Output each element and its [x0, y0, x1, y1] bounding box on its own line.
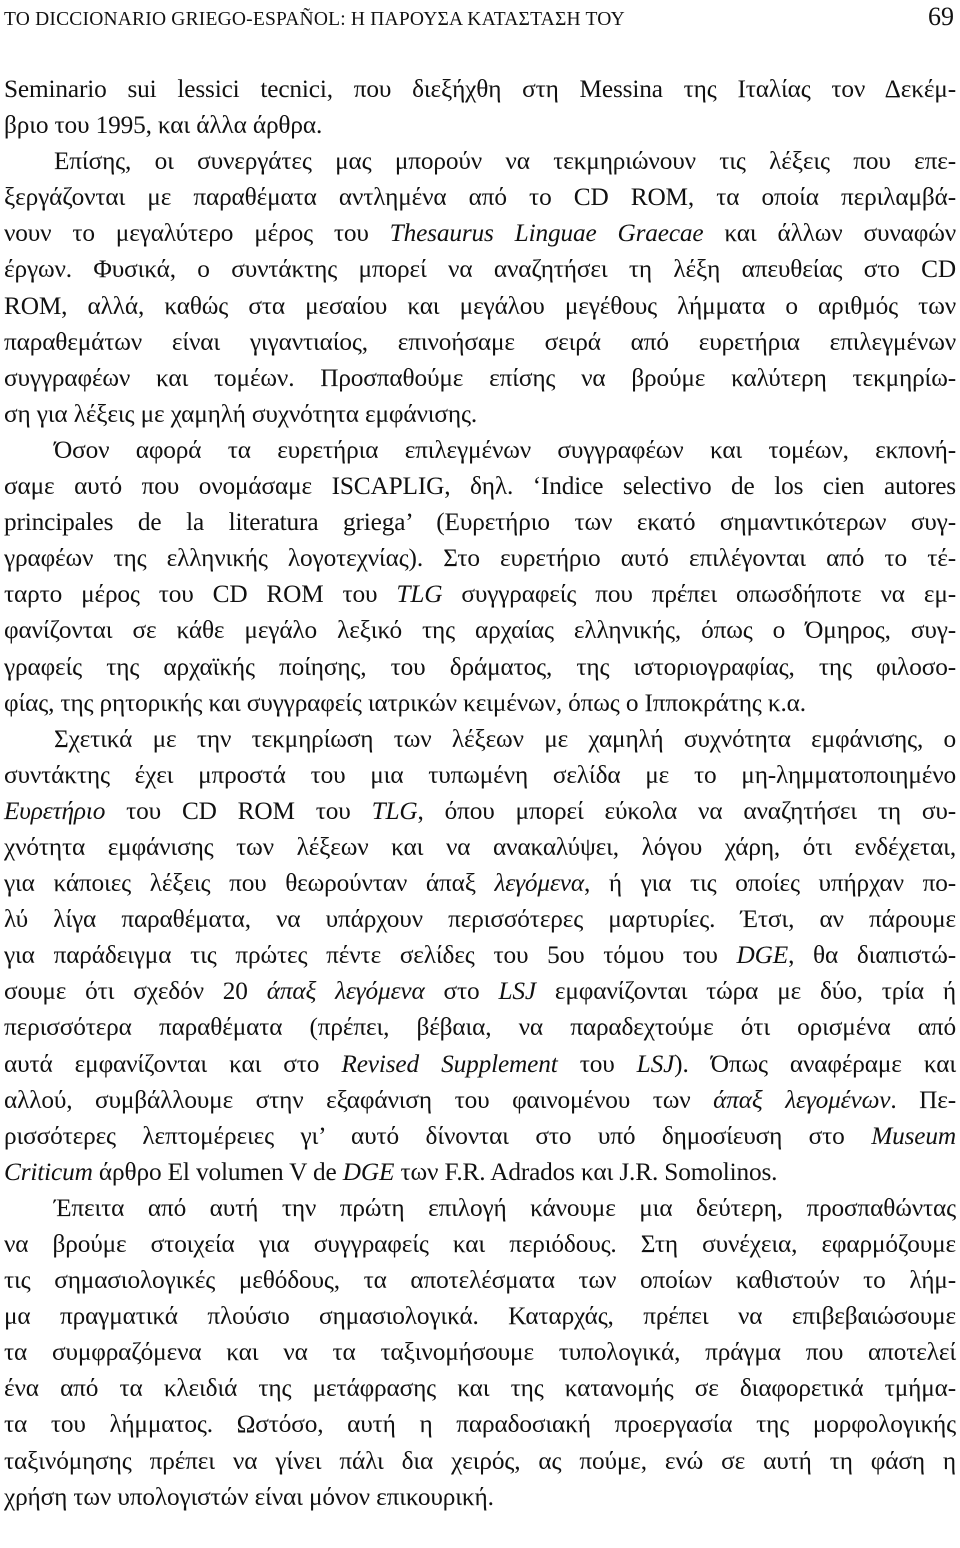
paragraph [4, 143, 956, 432]
text-line: τις σημασιολογικές μεθόδους, τα αποτελέσματα των οποίων καθιστούν το λήμ- [4, 1266, 956, 1295]
paragraph [4, 432, 956, 721]
text-line: αλλού, συμβάλλουμε στην εξαφάνιση του φαινομένου των άπαξ λεγομένων. Πε- [4, 1085, 957, 1114]
text-line: Σχετικά με την τεκμηρίωση των λέξεων με χαμηλή συχνότητα εμφάνισης, ο [54, 724, 956, 753]
work-title: Revised Supplement [341, 1049, 558, 1078]
abbr-lsj: LSJ [636, 1049, 675, 1078]
abbr-dge: DGE [342, 1157, 395, 1186]
text-line: παραθεμάτων είναι γιγαντιαίος, επινοήσαμε σειρά από ευρετήρια επιλεγμένων [4, 327, 956, 356]
index-title: Ευρετήριο [4, 796, 106, 825]
paragraph [4, 71, 956, 143]
text-line: principales de la literatura griega’ (Ευρετήριο των εκατό σημαντικότερων συγ- [4, 508, 956, 537]
text-line: ROM, αλλά, καθώς στα μεσαίου και μεγάλου μεγέθους λήμματα ο αριθμός των [4, 291, 956, 320]
text-line: λύ λίγα παραθέματα, να υπάρχουν περισσότερες μαρτυρίες. Έτσι, αν πάρουμε [4, 905, 956, 934]
body-text [4, 71, 956, 1515]
running-title: TO DICCIONARIO GRIEGO-ESPAÑOL: Η ΠΑΡΟΥΣΑ ΚΑΤΑΣΤΑΣΗ ΤΟΥ [4, 9, 625, 30]
text-line: Seminario sui lessici tecnici, που διεξήχθη στη Messina της Ιταλίας τον Δεκέμ- [4, 75, 956, 103]
text-line: έργων. Φυσικά, ο συντάκτης μπορεί να αναζητήσει τη λέξη απευθείας στο CD [4, 255, 956, 284]
text-line: γραφείς της αρχαϊκής ποίησης, του δράματος, της ιστοριογραφίας, της φιλοσο- [4, 652, 956, 681]
text-line: γραφέων της ελληνικής λογοτεχνίας). Στο ευρετήριο αυτό επιλέγονται από το τέ- [4, 544, 956, 573]
text-line: Όσον αφορά τα ευρετήρια επιλεγμένων συγγραφέων και τομέων, εκπονή- [54, 435, 956, 464]
running-header [4, 0, 956, 34]
abbr-lsj: LSJ [498, 977, 536, 1006]
text-line: ένα από τα κλειδιά της μετάφρασης και της κατανομής σε διαφορετικά τμήμα- [4, 1374, 956, 1403]
italic-term: λεγόμενα [494, 869, 584, 898]
text-line: συγγραφέων και τομέων. Προσπαθούμε επίσης να βρούμε καλύτερη τεκμηρίω- [4, 363, 956, 392]
text-line: χνότητα εμφάνισης των λέξεων και να ανακαλύψει, λόγου χάρη, ότι ενδέχεται, [4, 832, 956, 861]
text-line: για κάποιες λέξεις που θεωρούνταν άπαξ λεγόμενα, ή για τις οποίες υπήρχαν πο- [4, 869, 956, 898]
text-line: Επίσης, οι συνεργάτες μας μπορούν να τεκμηριώνουν τις λέξεις που επε- [54, 147, 956, 176]
journal-title: Criticum [4, 1157, 93, 1186]
text-line: να βρούμε στοιχεία για συγγραφείς και περιόδους. Στη συνέχεια, εφαρμόζουμε [4, 1230, 956, 1258]
text-line: νουν το μεγαλύτερο μέρος του Thesaurus Linguae Graecae και άλλων συναφών [4, 219, 956, 248]
text-line: αυτά εμφανίζονται και στο Revised Supplement του LSJ). Όπως αναφέραμε και [4, 1049, 956, 1078]
abbr-tlg: TLG [396, 580, 443, 609]
text-line: συντάκτης έχει μπροστά του μια τυπωμένη σελίδα με το μη-λημματοποιημένο [4, 760, 956, 789]
text-line: χρήση των υπολογιστών είναι μόνον επικουρική. [4, 1482, 494, 1511]
abbr-tlg: TLG [371, 796, 418, 825]
text-line: τα του λήμματος. Ωστόσο, αυτή η παραδοσιακή προεργασία της μορφολογικής [4, 1410, 956, 1439]
text-line: μα πραγματικά πλούσιο σημασιολογικά. Καταρχάς, πρέπει να επιβεβαιώσουμε [4, 1302, 956, 1331]
text-line: ταξινόμησης πρέπει να γίνει πάλι δια χειρός, ας πούμε, ενώ σε αυτή τη φάση η [4, 1446, 956, 1475]
text-line: Ευρετήριο του CD ROM του TLG, όπου μπορεί εύκολα να αναζητήσει τη συ- [4, 796, 956, 825]
italic-term: άπαξ λεγομένων [713, 1085, 891, 1114]
page-number: 69 [928, 2, 954, 31]
paragraph [4, 1190, 956, 1515]
text-line: Criticum άρθρο El volumen V de DGE των F.R. Adrados και J.R. Somolinos. [4, 1157, 778, 1186]
text-line: φανίζονται σε κάθε μεγάλο λεξικό της αρχαίας ελληνικής, όπως ο Όμηρος, συγ- [4, 616, 956, 645]
text-line: σαμε αυτό που ονομάσαμε ISCAPLIG, δηλ. ‘Indice selectivo de los cien autores [4, 472, 956, 501]
text-line: φίας, της ρητορικής και συγγραφείς ιατρικών κειμένων, όπως ο Ιπποκράτης κ.α. [4, 688, 806, 717]
abbr-dge: DGE [736, 941, 789, 970]
paragraph [4, 721, 956, 1190]
work-title: Thesaurus Linguae Graecae [389, 219, 704, 248]
journal-title: Museum [871, 1121, 956, 1150]
text-line: σουμε ότι σχεδόν 20 άπαξ λεγόμενα στο LSJ εμφανίζονται τώρα με δύο, τρία ή [4, 977, 956, 1006]
text-line: Έπειτα από αυτή την πρώτη επιλογή κάνουμε μια δεύτερη, προσπαθώντας [54, 1193, 956, 1222]
italic-term: άπαξ λεγόμενα [266, 977, 425, 1006]
text-line: για παράδειγμα τις πρώτες πέντε σελίδες του 5ου τόμου του DGE, θα διαπιστώ- [4, 941, 956, 970]
text-line: ση για λέξεις με χαμηλή συχνότητα εμφάνισης. [4, 399, 478, 428]
text-line: τα συμφραζόμενα και να τα ταξινομήσουμε τυπολογικά, πράγμα που αποτελεί [4, 1338, 956, 1367]
text-line: περισσότερα παραθέματα (πρέπει, βέβαια, να παραδεχτούμε ότι ορισμένα από [4, 1013, 956, 1042]
text-line: ρισσότερες λεπτομέρειες γι’ αυτό δίνονται στο υπό δημοσίευση στο Museum [4, 1121, 956, 1150]
text-line: βριο του 1995, και άλλα άρθρα. [4, 111, 323, 140]
text-line: ξεργάζονται με παραθέματα αντλημένα από το CD ROM, τα οποία περιλαμβά- [4, 183, 956, 212]
text-line: ταρτο μέρος του CD ROM του TLG συγγραφείς που πρέπει οπωσδήποτε να εμ- [4, 580, 957, 609]
